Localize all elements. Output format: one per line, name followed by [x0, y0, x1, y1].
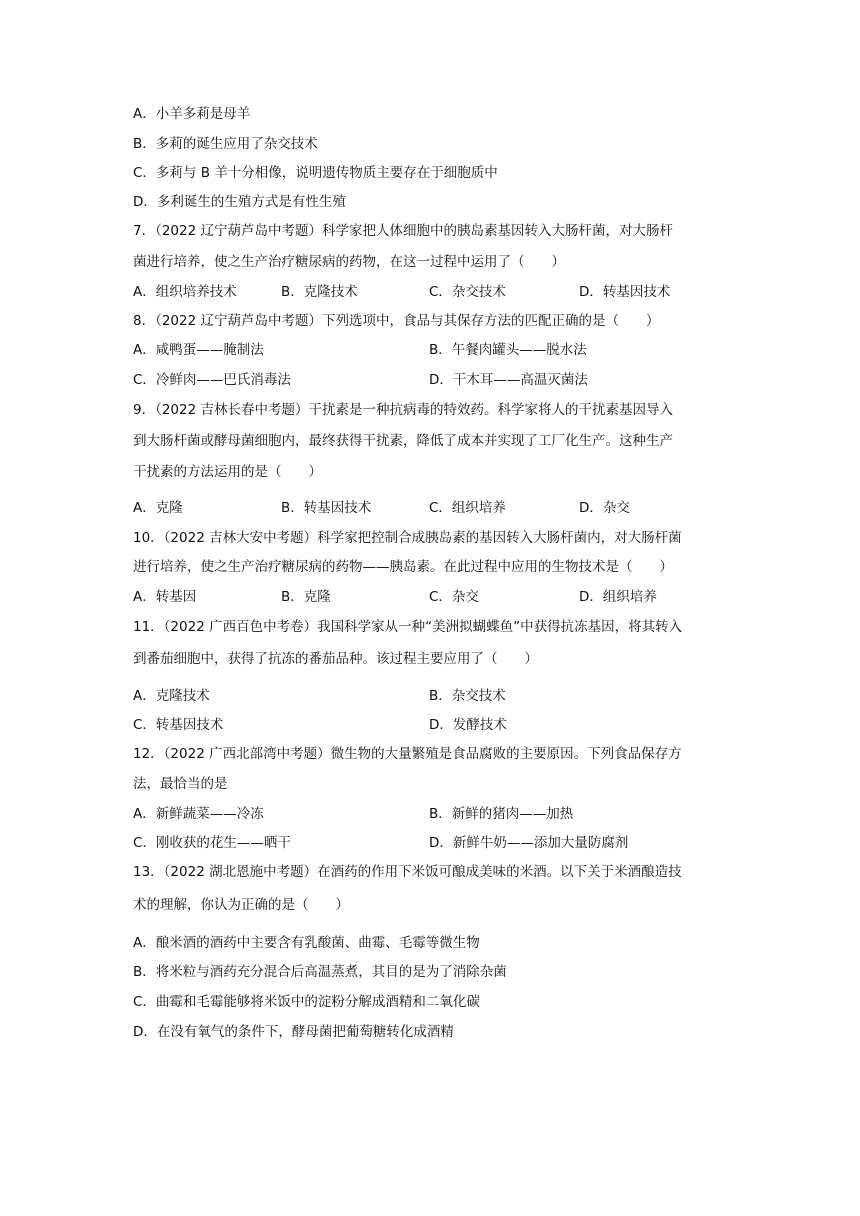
q8-option-c: C．冷鲜肉——巴氏消毒法 [133, 372, 291, 388]
q11-option-d: D．发酵技术 [429, 717, 507, 733]
q13-option-a: A．酿米酒的酒药中主要含有乳酸菌、曲霉、毛霉等微生物 [133, 935, 480, 951]
q13-stem-line1: 13．（2022 湖北恩施中考题）在酒药的作用下米饭可酿成美味的米酒。以下关于米酒酿造技 [133, 864, 682, 880]
q11-option-b: B．杂交技术 [429, 688, 506, 704]
q8-options-row2 [133, 370, 733, 390]
q11-options-row2 [133, 715, 733, 735]
q9-options-row [133, 498, 733, 518]
q13-option-c: C．曲霉和毛霉能够将米饭中的淀粉分解成酒精和二氧化碳 [133, 994, 480, 1010]
q6-option-d: D．多利诞生的生殖方式是有性生殖 [133, 194, 346, 210]
q6-option-a: A．小羊多莉是母羊 [133, 106, 251, 122]
q9-stem-line2: 到大肠杆菌或酵母菌细胞内，最终获得干扰素，降低了成本并实现了工厂化生产。这种生产 [133, 433, 673, 449]
q9-option-d: D．杂交 [579, 500, 630, 516]
q12-options-row1 [133, 804, 733, 824]
q8-option-d: D．干木耳——高温灭菌法 [429, 372, 588, 388]
q9-stem-line3: 干扰素的方法运用的是（ ） [133, 464, 322, 480]
q9-option-a: A．克隆 [133, 500, 183, 516]
q8-options-row1 [133, 340, 733, 360]
q11-option-c: C．转基因技术 [133, 717, 224, 733]
q9-option-c: C．组织培养 [429, 500, 506, 516]
q6-option-b: B．多莉的诞生应用了杂交技术 [133, 136, 318, 152]
q6-option-c: C．多莉与 B 羊十分相像，说明遗传物质主要存在于细胞质中 [133, 165, 498, 181]
q10-option-a: A．转基因 [133, 589, 197, 605]
q12-stem-line1: 12．（2022 广西北部湾中考题）微生物的大量繁殖是食品腐败的主要原因。下列食品保存方 [133, 746, 682, 762]
q11-option-a: A．克隆技术 [133, 688, 210, 704]
q7-option-b: B．克隆技术 [281, 284, 358, 300]
q7-stem-line1: 7．（2022 辽宁葫芦岛中考题）科学家把人体细胞中的胰岛素基因转入大肠杆菌，对大肠杆 [133, 223, 673, 239]
q10-option-d: D．组织培养 [579, 589, 657, 605]
q10-options-row [133, 587, 733, 607]
q11-stem-line2: 到番茄细胞中，获得了抗冻的番茄品种。该过程主要应用了（ ） [133, 651, 538, 667]
q10-option-c: C．杂交 [429, 589, 479, 605]
q7-option-a: A．组织培养技术 [133, 284, 237, 300]
q12-options-row2 [133, 833, 733, 853]
q12-stem-line2: 法，最恰当的是 [133, 776, 228, 792]
q13-option-d: D．在没有氧气的条件下，酵母菌把葡萄糖转化成酒精 [133, 1024, 454, 1040]
q7-option-c: C．杂交技术 [429, 284, 506, 300]
q9-option-b: B．转基因技术 [281, 500, 372, 516]
q11-stem-line1: 11．（2022 广西百色中考卷）我国科学家从一种“美洲拟蝴蝶鱼”中获得抗冻基因，将其转入 [133, 619, 683, 635]
q13-stem-line2: 术的理解，你认为正确的是（ ） [133, 897, 349, 913]
q7-stem-line2: 菌进行培养，使之生产治疗糖尿病的药物，在这一过程中运用了（ ） [133, 254, 565, 270]
q12-option-c: C．刚收获的花生——晒干 [133, 835, 291, 851]
q11-options-row1 [133, 686, 733, 706]
q8-option-b: B．午餐肉罐头——脱水法 [429, 342, 587, 358]
q12-option-b: B．新鲜的猪肉——加热 [429, 806, 574, 822]
q12-option-a: A．新鲜蔬菜——冷冻 [133, 806, 264, 822]
q13-option-b: B．将米粒与酒药充分混合后高温蒸煮，其目的是为了消除杂菌 [133, 964, 507, 980]
q10-stem-line1: 10．（2022 吉林大安中考题）科学家把控制合成胰岛素的基因转入大肠杆菌内，对大肠杆菌 [133, 530, 682, 546]
q9-stem-line1: 9．（2022 吉林长春中考题）干扰素是一种抗病毒的特效药。科学家将人的干扰素基因导入 [133, 402, 673, 418]
q10-stem-line2: 进行培养，使之生产治疗糖尿病的药物——胰岛素。在此过程中应用的生物技术是（ ） [133, 559, 673, 575]
q7-options-row [133, 282, 733, 302]
q8-option-a: A．咸鸭蛋——腌制法 [133, 342, 264, 358]
q12-option-d: D．新鲜牛奶——添加大量防腐剂 [429, 835, 629, 851]
q10-option-b: B．克隆 [281, 589, 331, 605]
q7-option-d: D．转基因技术 [579, 284, 671, 300]
q8-stem-line1: 8．（2022 辽宁葫芦岛中考题）下列选项中，食品与其保存方法的匹配正确的是（ ） [133, 313, 660, 329]
